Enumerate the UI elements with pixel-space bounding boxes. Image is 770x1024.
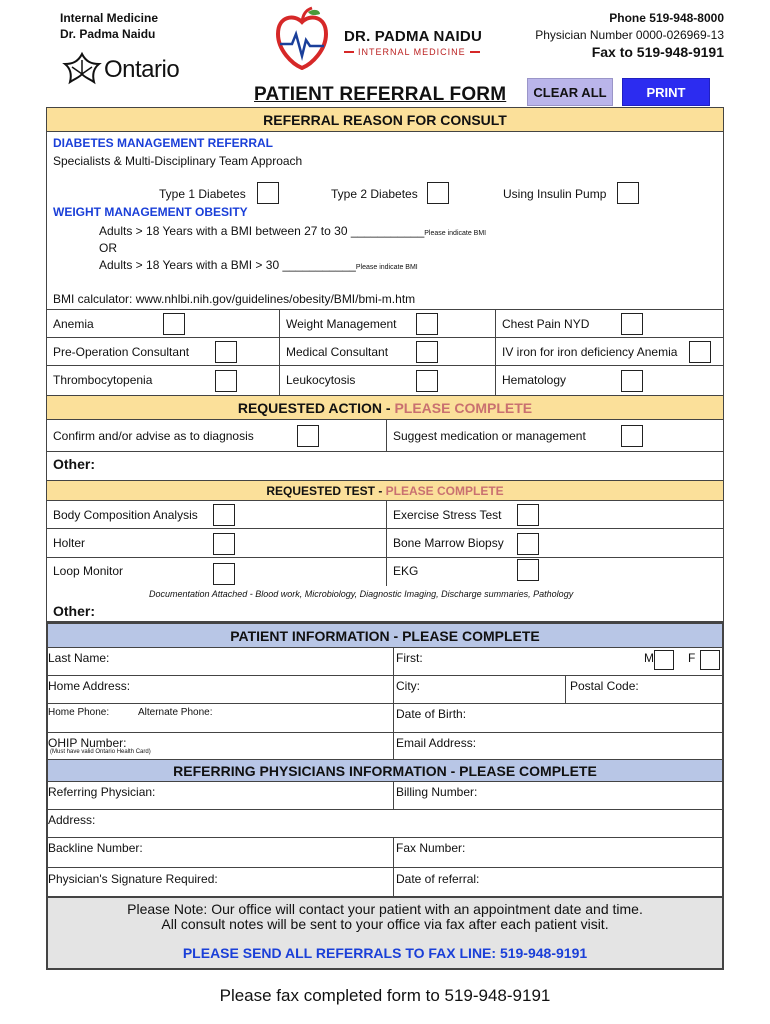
patient-band: PATIENT INFORMATION - PLEASE COMPLETE [48, 624, 722, 648]
m-checkbox[interactable] [654, 650, 674, 670]
dept-label: Internal Medicine [60, 11, 159, 25]
grid-label: Hematology [502, 373, 567, 387]
suggest-label: Suggest medication or management [393, 429, 586, 443]
action-other-input[interactable] [107, 452, 717, 478]
referral-grid-row [47, 366, 723, 395]
grid-cell [280, 366, 496, 395]
signature-field[interactable] [48, 868, 394, 896]
action-band [47, 396, 723, 420]
signature-label: Physician's Signature Required: [48, 872, 218, 886]
patient-row [48, 704, 722, 733]
header-left [60, 10, 158, 42]
ohip-note: (Must have valid Ontario Health Card) [50, 749, 151, 755]
billing-label: Billing Number: [396, 785, 478, 799]
confirm-checkbox[interactable] [297, 425, 319, 447]
logo-subline [344, 47, 480, 57]
test-label: Loop Monitor [53, 564, 124, 578]
postal-label: Postal Code: [570, 679, 639, 693]
action-other-label: Other: [53, 456, 95, 472]
physician-row [48, 782, 722, 810]
grid-cell [47, 366, 280, 395]
test-section [46, 480, 724, 622]
hematology-checkbox[interactable] [621, 370, 643, 392]
type1-checkbox[interactable] [257, 182, 279, 204]
documentation-note: Documentation Attached - Blood work, Microbiology, Diagnostic Imaging, Discharge summaries, Pathology [149, 589, 574, 599]
f-checkbox[interactable] [700, 650, 720, 670]
last-name-field[interactable] [48, 648, 394, 675]
header-right [535, 10, 724, 61]
bmi-calculator: BMI calculator: www.nhlbi.nih.gov/guidelines/obesity/BMI/bmi-m.htm [53, 292, 416, 306]
apple-heart-icon [272, 6, 332, 70]
patient-row [48, 676, 722, 704]
f-label: F [688, 651, 696, 665]
insulin-label: Using Insulin Pump [503, 187, 607, 201]
test-band-please: PLEASE COMPLETE [385, 483, 504, 498]
last-name-label: Last Name: [48, 651, 110, 665]
adults1-label: Adults > 18 Years with a BMI between 27 to 30 ___________ [99, 224, 425, 238]
ontario-logo [62, 50, 179, 90]
weight-title: WEIGHT MANAGEMENT OBESITY [53, 205, 248, 219]
action-cell [47, 420, 387, 451]
holter-checkbox[interactable] [213, 533, 235, 555]
diabetes-sub: Specialists & Multi-Disciplinary Team Approach [53, 154, 303, 168]
action-band-please: PLEASE COMPLETE [394, 399, 533, 416]
insulin-checkbox[interactable] [617, 182, 639, 204]
bottom-fax-label: Please fax completed form to 519-948-9191 [219, 986, 551, 1005]
body-composition-checkbox[interactable] [213, 504, 235, 526]
home-phone-label: Home Phone: [48, 707, 110, 718]
home-address-label: Home Address: [48, 679, 131, 693]
footer-note-box [46, 896, 724, 970]
grid-cell [47, 338, 280, 365]
test-label: Holter [53, 536, 86, 550]
adults1-line [99, 224, 486, 238]
test-cell [47, 529, 387, 557]
backline-field[interactable] [48, 838, 394, 867]
test-label: Bone Marrow Biopsy [393, 536, 504, 550]
clinic-logo [272, 6, 502, 70]
test-other-label: Other: [53, 603, 95, 619]
print-button[interactable]: PRINT [622, 78, 710, 106]
adults2-line [99, 258, 418, 272]
ohip-label: OHIP Number: [48, 736, 127, 750]
send-referrals-label: PLEASE SEND ALL REFERRALS TO FAX LINE: 519-948-9191 [182, 945, 588, 961]
confirm-label: Confirm and/or advise as to diagnosis [53, 429, 254, 443]
thrombocytopenia-checkbox[interactable] [215, 370, 237, 392]
grid-label: Anemia [53, 317, 94, 331]
patient-section [46, 622, 724, 898]
test-cell [47, 501, 387, 528]
grid-label: Leukocytosis [286, 373, 356, 387]
backline-label: Backline Number: [48, 841, 143, 855]
iv-iron-checkbox[interactable] [689, 341, 711, 363]
test-label: Exercise Stress Test [393, 508, 502, 522]
test-other-input[interactable] [107, 599, 717, 619]
grid-cell [280, 338, 496, 365]
grid-label: Medical Consultant [286, 345, 389, 359]
grid-label: Weight Management [286, 317, 397, 331]
first-label: First: [396, 651, 423, 665]
referral-grid-row [47, 338, 723, 366]
address-label: Address: [48, 813, 96, 827]
physician-number: Physician Number 0000-026969-13 [535, 28, 724, 42]
pre-operation-checkbox[interactable] [215, 341, 237, 363]
exercise-stress-checkbox[interactable] [517, 504, 539, 526]
home-address-field[interactable] [48, 676, 394, 703]
physician-row[interactable] [48, 810, 722, 838]
logo-name: DR. PADMA NAIDU [344, 28, 482, 45]
phone-field[interactable] [48, 704, 394, 732]
action-section [46, 395, 724, 481]
note-line1: Please Note: Our office will contact your patient with an appointment date and time. [127, 901, 643, 917]
grid-label: Chest Pain NYD [502, 317, 590, 331]
logo-rule-right [470, 51, 480, 53]
date-label: Date of referral: [396, 872, 480, 886]
test-label: Body Composition Analysis [53, 508, 198, 522]
test-band [47, 481, 723, 501]
type1-label: Type 1 Diabetes [159, 187, 246, 201]
logo-sub: INTERNAL MEDICINE [358, 47, 466, 57]
adults1-note: Please indicate BMI [424, 230, 487, 237]
referral-band: REFERRAL REASON FOR CONSULT [47, 108, 723, 132]
or-label: OR [99, 241, 117, 255]
physician-band: REFERRING PHYSICIANS INFORMATION - PLEASE COMPLETE [48, 760, 722, 782]
action-band-label: REQUESTED ACTION - [237, 399, 391, 416]
diabetes-title: DIABETES MANAGEMENT REFERRAL [53, 136, 274, 150]
referral-grid-row [47, 309, 723, 338]
dob-label: Date of Birth: [396, 707, 467, 721]
patient-row [48, 733, 722, 760]
adults2-label: Adults > 18 Years with a BMI > 30 ___________ [99, 258, 356, 272]
loop-monitor-checkbox[interactable] [213, 563, 235, 585]
grid-cell [280, 310, 496, 337]
trillium-icon [62, 50, 102, 90]
chest-pain-checkbox[interactable] [621, 313, 643, 335]
form-title: PATIENT REFERRAL FORM [254, 84, 507, 105]
fax-label: Fax to 519-948-9191 [591, 44, 724, 60]
fax-number-label: Fax Number: [396, 841, 466, 855]
suggest-checkbox[interactable] [621, 425, 643, 447]
grid-cell [47, 310, 280, 337]
test-row [47, 558, 723, 586]
phone-label: Phone 519-948-8000 [609, 11, 724, 25]
ontario-wordmark: Ontario [104, 56, 180, 83]
referring-field[interactable] [48, 782, 394, 809]
city-field[interactable] [394, 676, 566, 703]
physician-row [48, 868, 722, 896]
anemia-checkbox[interactable] [163, 313, 185, 335]
referring-label: Referring Physician: [48, 785, 156, 799]
grid-label: Thrombocytopenia [53, 373, 153, 387]
test-row [47, 529, 723, 558]
action-row [47, 420, 723, 452]
grid-label: Pre-Operation Consultant [53, 345, 190, 359]
test-cell [47, 558, 387, 586]
logo-rule-left [344, 51, 354, 53]
bone-marrow-checkbox[interactable] [517, 533, 539, 555]
leukocytosis-checkbox[interactable] [416, 370, 438, 392]
type2-checkbox[interactable] [427, 182, 449, 204]
patient-row [48, 648, 722, 676]
test-row [47, 501, 723, 529]
city-label: City: [396, 679, 420, 693]
test-label: EKG [393, 564, 419, 578]
doctor-label: Dr. Padma Naidu [60, 27, 156, 41]
referral-section [46, 107, 724, 396]
alt-phone-label: Alternate Phone: [138, 707, 213, 718]
ekg-checkbox[interactable] [517, 559, 539, 581]
test-band-label: REQUESTED TEST - [266, 483, 383, 498]
m-label: M [644, 651, 654, 665]
weight-management-checkbox[interactable] [416, 313, 438, 335]
ohip-field[interactable] [48, 733, 394, 759]
clear-all-button[interactable]: CLEAR ALL [527, 78, 613, 106]
note-line2: All consult notes will be sent to your office via fax after each patient visit. [161, 916, 609, 932]
type2-label: Type 2 Diabetes [331, 187, 418, 201]
physician-row [48, 838, 722, 868]
medical-consultant-checkbox[interactable] [416, 341, 438, 363]
adults2-note: Please indicate BMI [355, 264, 418, 271]
grid-label: IV iron for iron deficiency Anemia [502, 345, 678, 359]
email-label: Email Address: [396, 736, 477, 750]
